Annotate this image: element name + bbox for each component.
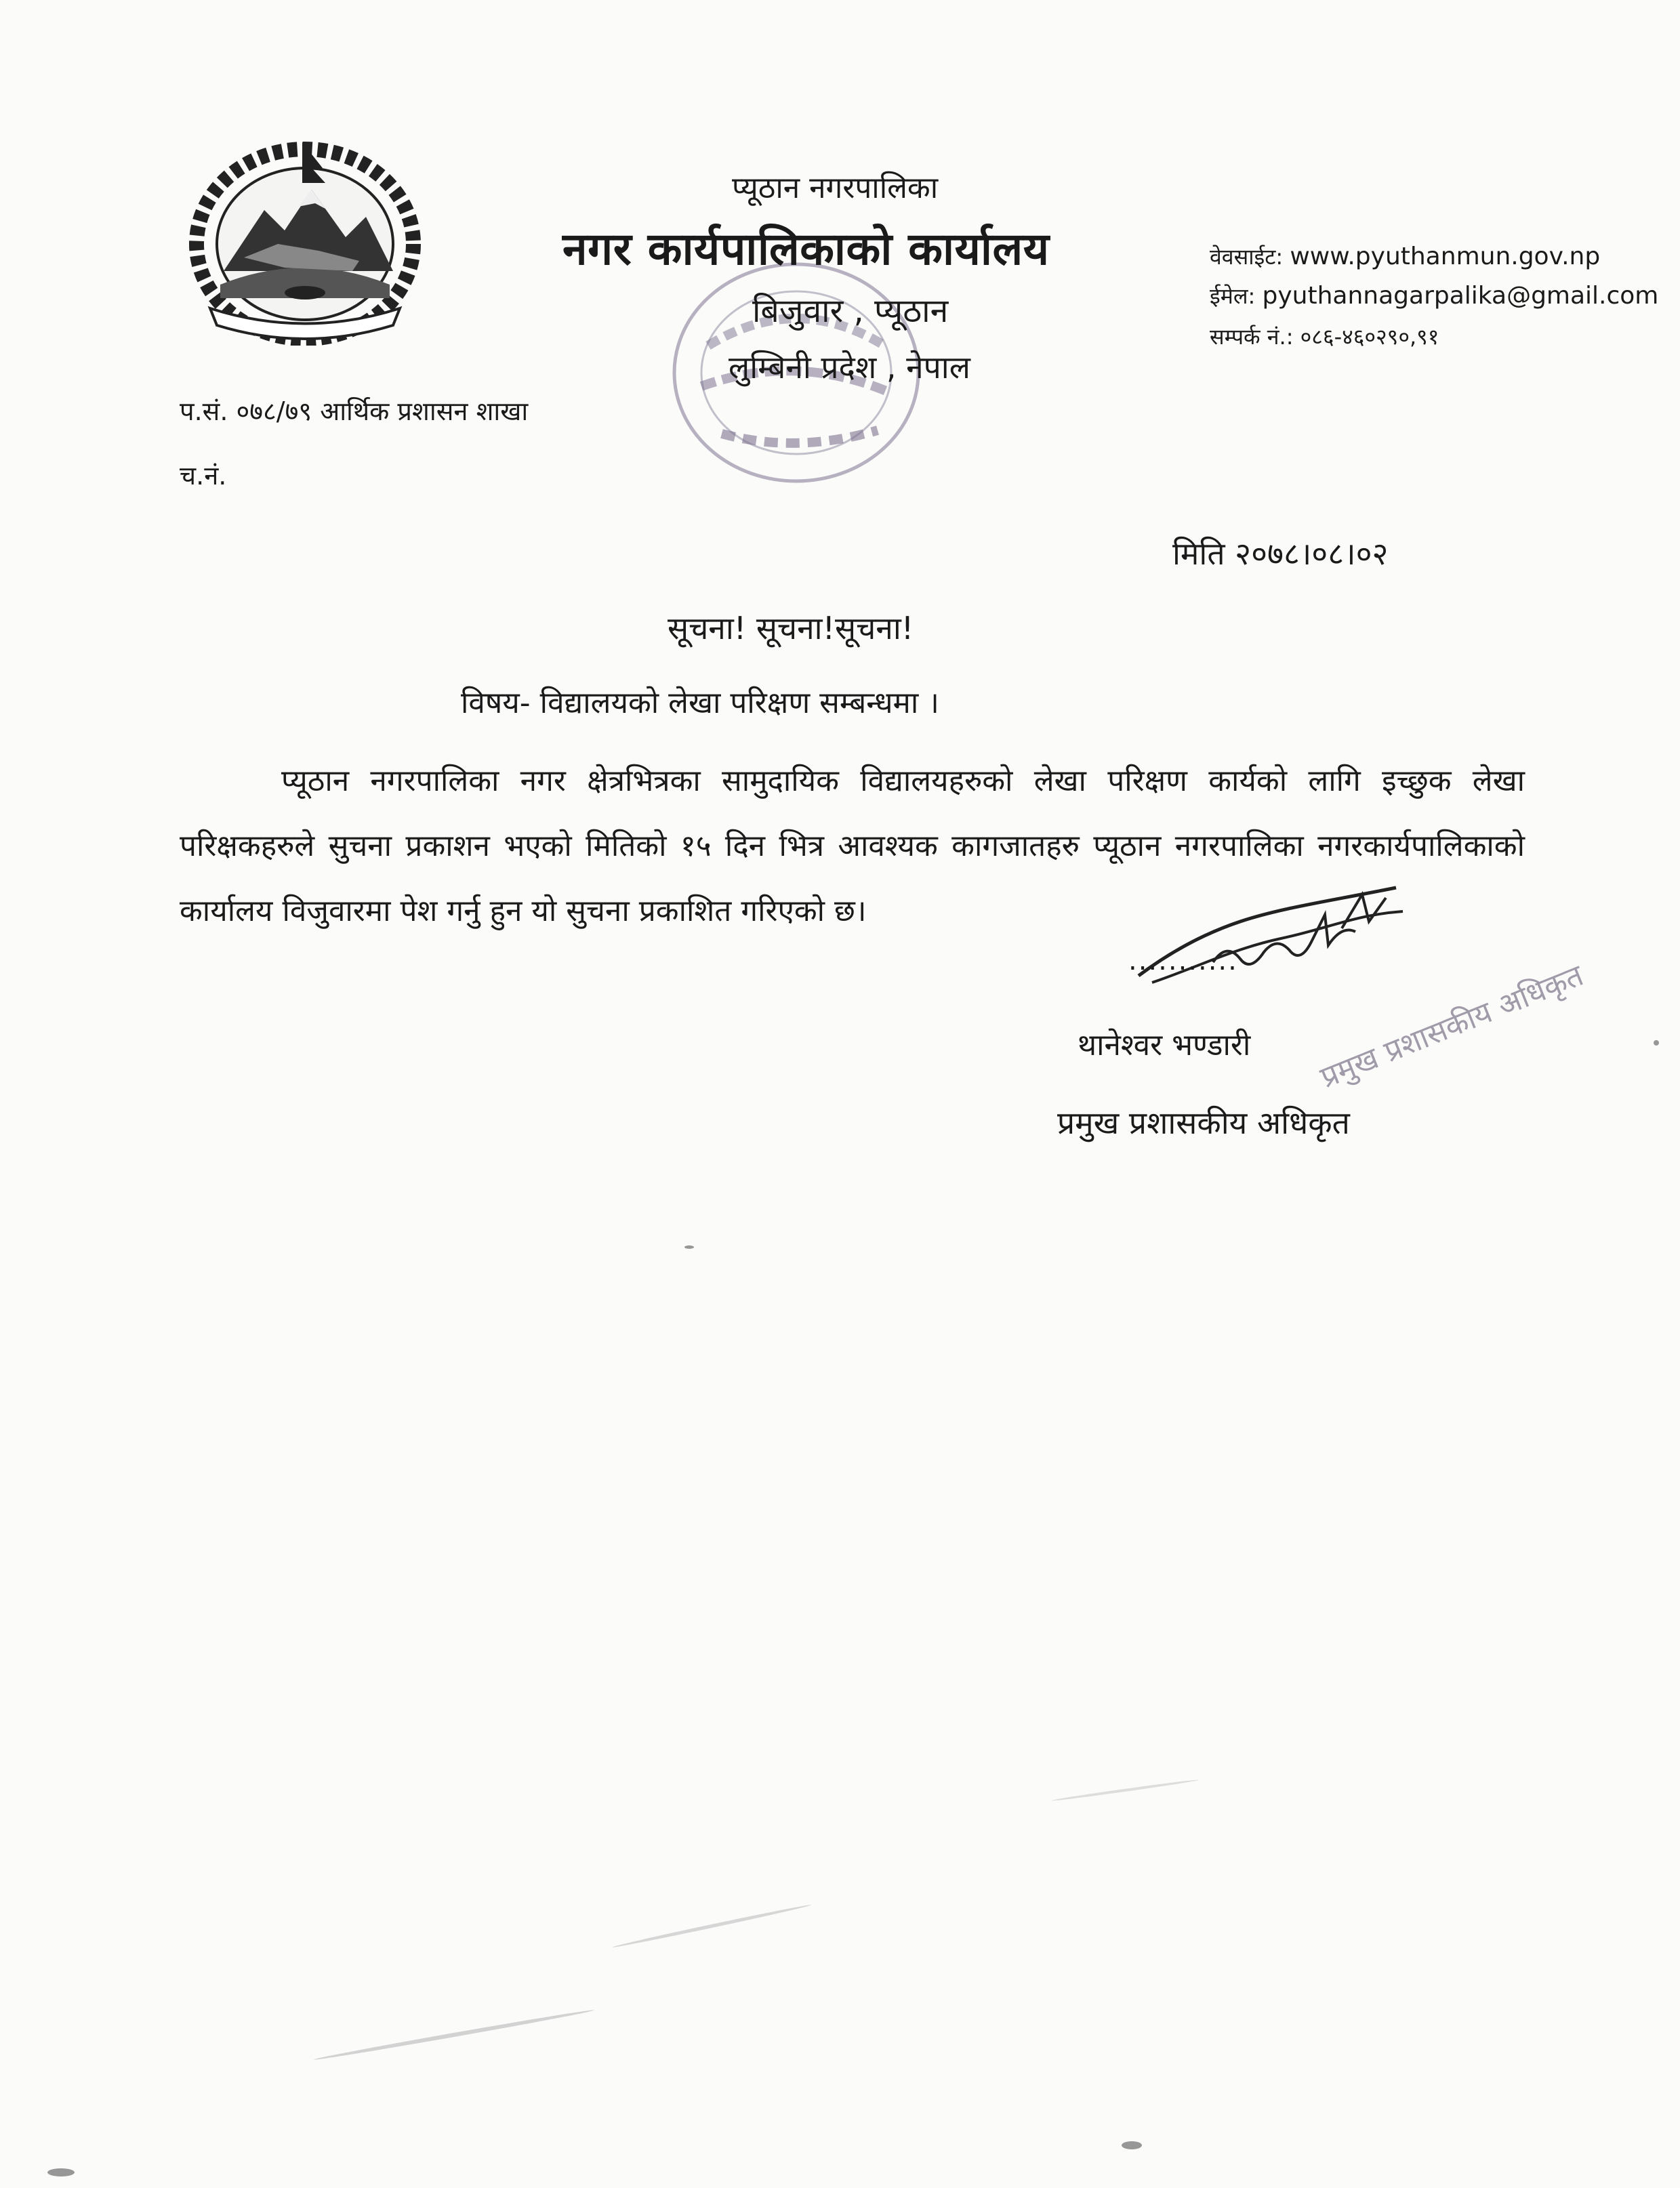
scan-speck — [1654, 1040, 1659, 1046]
address-line-1: बिजुवार , प्यूठान — [752, 292, 949, 330]
scan-speck — [1122, 2141, 1142, 2149]
handwritten-signature — [1111, 874, 1423, 1010]
email-link[interactable]: pyuthannagarpalika@gmail.com — [1262, 282, 1659, 310]
scan-speck — [47, 2168, 75, 2176]
phone-label: सम्पर्क नं.: — [1210, 324, 1294, 350]
reference-number: प.सं. ०७८/७९ आर्थिक प्रशासन शाखा — [180, 396, 529, 426]
signer-designation: प्रमुख प्रशासकीय अधिकृत — [1057, 1105, 1350, 1141]
phone-number: ०८६-४६०२९०,९१ — [1300, 324, 1439, 350]
notice-heading: सूचना! सूचना!सूचना! — [668, 610, 914, 646]
contact-email — [1210, 281, 1658, 310]
scan-speck — [684, 1245, 694, 1249]
signer-name: थानेश्वर भण्डारी — [1078, 1028, 1251, 1062]
contact-website — [1210, 242, 1600, 271]
scan-smudge — [1051, 1779, 1199, 1802]
address-line-2: लुम्बिनी प्रदेश , नेपाल — [729, 349, 970, 386]
signature-dots: ........... — [1128, 945, 1238, 976]
notice-body: प्यूठान नगरपालिका नगर क्षेत्रभित्रका सामुदायिक विद्यालयहरुको लेखा परिक्षण कार्यको लागि इच्छुक लेखा परिक्षकहरुले सुचना प्रकाशन भएको मितिको १५ दिन भित्र आवश्यक कागजातहरु प्यूठान नगरपालिका नगरकार्यपालिकाको कार्यालय विजुवारमा पेश गर्नु हुन यो सुचना प्रकाशित गरिएको छ। — [180, 764, 1525, 928]
website-label: वेवसाईट: — [1210, 244, 1284, 270]
dispatch-number: च.नं. — [180, 461, 227, 491]
letter-date: मिति २०७८।०८।०२ — [1172, 535, 1389, 572]
website-link[interactable]: www.pyuthanmun.gov.np — [1290, 243, 1601, 270]
nepal-emblem-icon — [183, 136, 427, 346]
municipality-name: प्यूठान नगरपालिका — [732, 171, 939, 205]
scan-smudge — [314, 2008, 595, 2062]
contact-phone — [1210, 322, 1439, 351]
designation-stamp: प्रमुख प्रशासकीय अधिकृत — [1315, 957, 1589, 1095]
office-title: नगर कार्यपालिकाको कार्यालय — [562, 223, 1050, 275]
scan-smudge — [612, 1903, 811, 1949]
subject-line: विषय- विद्यालयको लेखा परिक्षण सम्बन्धमा । — [461, 686, 939, 720]
email-label: ईमेल: — [1210, 283, 1256, 309]
